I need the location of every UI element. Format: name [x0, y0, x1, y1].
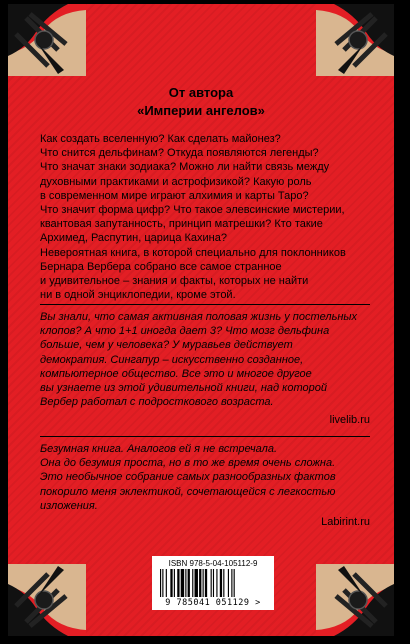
header-line-1: От автора [168, 85, 234, 100]
intro-line: квантовая запутанность, принцип матрешки? Кто такие [40, 218, 323, 231]
intro-line: Что снится дельфинам? Откуда появляются легенды? [40, 147, 319, 160]
intro-line: Что значат знаки зодиака? Можно ли найти связь между [40, 161, 330, 174]
angel-demon-corner-ornament-icon [8, 564, 86, 636]
barcode-digits: 9 785041 051129 > [165, 598, 261, 608]
angel-demon-corner-ornament-icon [316, 4, 394, 76]
review-line: Это необычное собрание самых разнообразных фактов [40, 471, 336, 484]
review-livelib [40, 310, 370, 409]
review-line: больше, чем у человека? У муравьев действует [40, 339, 293, 352]
review-source-livelib: livelib.ru [329, 414, 370, 426]
intro-line: ни в одной энциклопедии, кроме этой. [40, 289, 236, 302]
review-line: вы узнаете из этой удивительной книги, над которой [40, 382, 327, 395]
intro-line: в современном мире играют алхимия и карты Таро? [40, 189, 309, 202]
corner-ornament-top-right [316, 4, 394, 76]
review-line: Вы знали, что самая активная половая жизнь у постельных [40, 311, 358, 323]
isbn-label: ISBN 978-5-04-105112-9 [168, 559, 258, 568]
review-line: клопов? А что 1+1 иногда дает 3? Что мозг дельфина [40, 325, 330, 338]
divider [40, 304, 370, 305]
angel-demon-corner-ornament-icon [8, 4, 86, 76]
intro-line: Архимед, Распутин, царица Кахина? [40, 232, 227, 245]
intro-line: Бернара Вербера собрано все самое странное [40, 260, 282, 273]
review-labirint [40, 442, 370, 513]
review-line: демократия. Сингапур – искусственно созданное, [40, 353, 304, 366]
barcode-icon [158, 569, 268, 597]
corner-ornament-top-left [8, 4, 86, 76]
corner-ornament-bottom-right [316, 564, 394, 636]
intro-text [40, 132, 370, 302]
intro-line: духовными практиками и астрофизикой? Какую роль [40, 175, 312, 188]
review-source-labirint: Labirint.ru [321, 516, 370, 528]
header-line-2: «Империи ангелов» [137, 103, 265, 118]
review-line: Вербер работал с подросткового возраста. [40, 396, 274, 409]
review-line: Она до безумия проста, но в то же время очень сложна. [40, 457, 336, 470]
angel-demon-corner-ornament-icon [316, 564, 394, 636]
corner-ornament-bottom-left [8, 564, 86, 636]
barcode [152, 556, 274, 610]
divider [40, 436, 370, 437]
intro-line: Невероятная книга, в которой специально для поклонников [40, 246, 346, 259]
intro-line: Что значит форма цифр? Что такое элевсинские мистерии, [40, 204, 345, 217]
intro-line: и удивительное – знания и факты, которых не найти [40, 275, 309, 288]
review-line: покорило меня эклектикой, сочетающейся с легкостью [40, 485, 336, 498]
intro-line: Как создать вселенную? Как сделать майонез? [40, 133, 281, 145]
review-line: изложения. [40, 499, 98, 512]
review-line: компьютерное общество. Все это и многое другое [40, 367, 312, 380]
back-cover [8, 4, 394, 636]
review-line: Безумная книга. Аналогов ей я не встречала. [40, 443, 278, 455]
